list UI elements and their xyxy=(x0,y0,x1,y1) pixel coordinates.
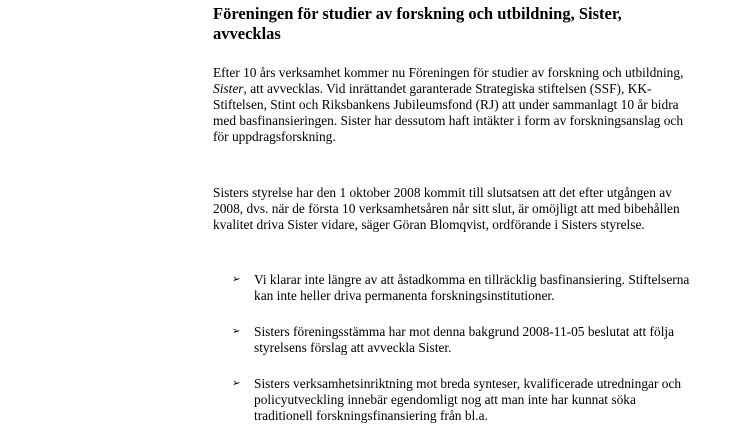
intro-paragraph xyxy=(213,65,693,145)
arrow-bullet-icon: ➢ xyxy=(232,274,241,285)
board-statement-paragraph: Sisters styrelse har den 1 oktober 2008 kommit till slutsatsen att det efter utgången av 2008, dvs. när de första 10 verksamhetsåren når sitt slut, är omöjligt att med bibehållen kvalitet driva Sister vidare, säger Göran Blomqvist, ordförande i Sisters styrelse. xyxy=(213,185,680,232)
bullet-text: Sisters verksamhetsinriktning mot breda synteser, kvalificerade utredningar och policyutveckling innebär egendomligt nog att man inte har kunnat söka traditionell forskningsfinansiering från bl.a. xyxy=(254,376,682,423)
intro-paragraph-end: , att avvecklas. Vid inrättandet garanterade Strategiska stiftelsen (SSF), KK-Stiftelsen, Stint och Riksbankens Jubileumsfond (RJ) att under sammanlagt 10 år bidra med basfinansieringen. Sister har dessutom haft intäkter i form av forskningsanslag och för uppdragsforskning. xyxy=(213,81,684,144)
bullet-item xyxy=(232,272,692,304)
bullet-item xyxy=(232,376,692,424)
arrow-bullet-icon: ➢ xyxy=(232,378,241,389)
sister-emphasis: Sister xyxy=(213,81,244,96)
bullet-text: Sisters föreningsstämma har mot denna bakgrund 2008-11-05 beslutat att följa styrelsens förslag att avveckla Sister. xyxy=(254,324,675,355)
arrow-bullet-icon: ➢ xyxy=(232,326,241,337)
bullet-item xyxy=(232,324,692,356)
bullet-text: Vi klarar inte längre av att åstadkomma en tillräcklig basfinansiering. Stiftelserna kan inte heller driva permanenta forskningsinstitutioner. xyxy=(254,272,690,303)
intro-paragraph-start: Efter 10 års verksamhet kommer nu Föreningen för studier av forskning och utbildning, xyxy=(213,65,684,80)
document-title: Föreningen för studier av forskning och utbildning, Sister, avvecklas xyxy=(213,4,622,43)
